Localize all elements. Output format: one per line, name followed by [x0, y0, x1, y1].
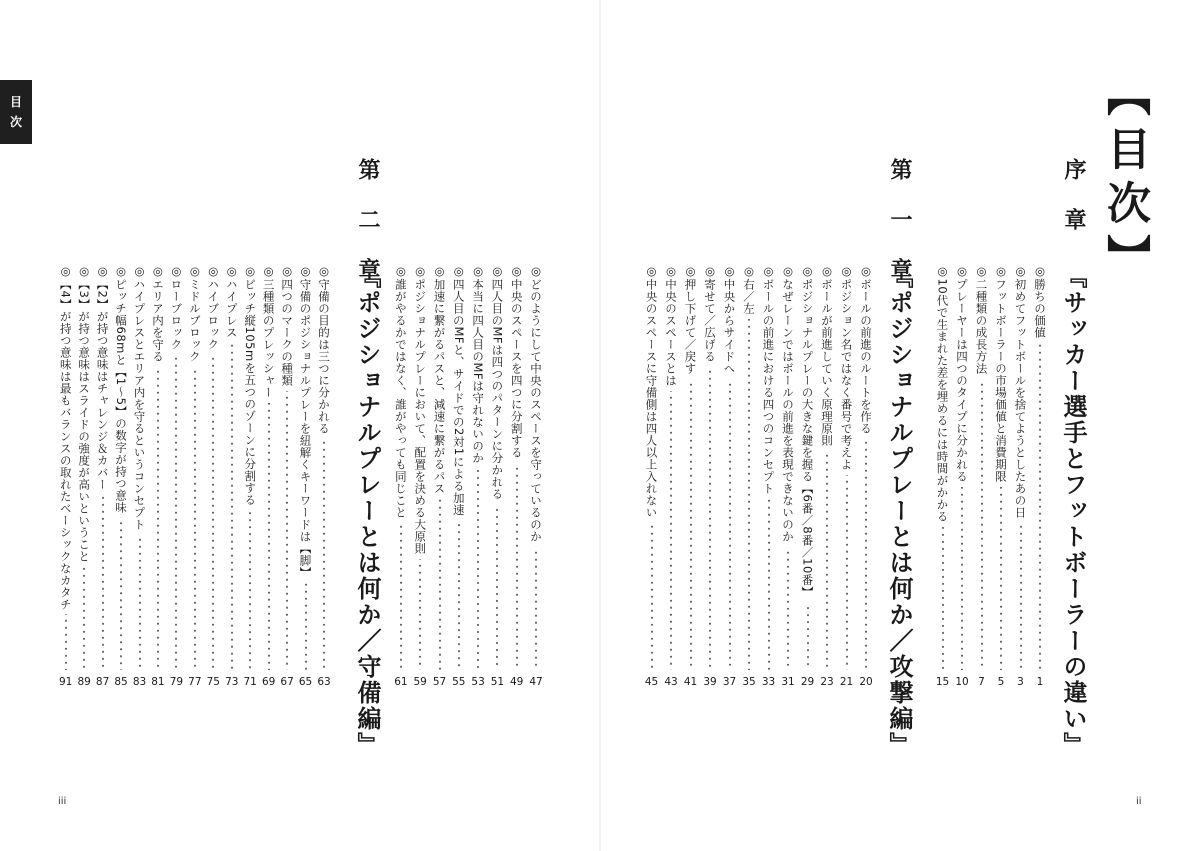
toc-entry-page: 55: [452, 676, 466, 688]
toc-entry-text: ◎守備の目的は三つに分かれる: [317, 264, 331, 435]
toc-entry[interactable]: [132, 264, 148, 688]
toc-entry-text: ◎本当に四人目のMFは守れないのか: [471, 264, 486, 465]
dot-leader: [65, 614, 67, 670]
toc-entry[interactable]: [113, 264, 129, 688]
toc-tab[interactable]: [0, 80, 32, 144]
toc-entry[interactable]: [187, 264, 203, 688]
toc-entry-text: ◎なぜレーンではボールの前進を表現できないのか: [781, 264, 795, 543]
toc-entry[interactable]: [644, 264, 660, 688]
toc-entry-page: 87: [95, 676, 110, 688]
dot-leader: [477, 468, 479, 670]
toc-entry-page: 63: [317, 676, 331, 688]
dot-leader: [286, 391, 288, 671]
dot-leader: [670, 391, 672, 671]
dot-leader: [807, 602, 809, 670]
dot-leader: [175, 355, 177, 671]
toc-entry-text: ◎押し下げて／戻す: [683, 264, 698, 375]
dot-leader: [102, 494, 104, 670]
toc-entry[interactable]: [993, 264, 1009, 688]
toc-entry-text: ◎エリア内を守る: [150, 264, 165, 363]
dot-leader: [690, 379, 692, 671]
toc-entry-text: ◎初めてフットボールを捨てようとしたあの日: [1013, 264, 1028, 519]
toc-entry-text: ◎四人目のMFと、サイドでの2対1による加速: [451, 264, 466, 516]
toc-entry-text: ◎右／左: [742, 264, 756, 315]
dot-leader: [139, 535, 141, 671]
toc-entry-page: 61: [394, 676, 408, 688]
toc-entry-page: 85: [114, 676, 128, 688]
toc-entry[interactable]: [205, 264, 221, 688]
toc-entry-page: 89: [77, 676, 91, 688]
toc-entry-page: 20: [859, 676, 873, 688]
toc-entry-text: ◎加速に繋がるパスと、減速に繋がるパス: [432, 264, 447, 495]
chapter-title: 『ポジショナルプレーとは何か／守備編』: [353, 264, 381, 758]
chapter-label: 第一章: [887, 158, 912, 308]
dot-leader: [268, 403, 270, 671]
dot-leader: [1020, 523, 1022, 671]
toc-entry-text: ◎四つのマークの種類: [280, 264, 295, 387]
dot-leader: [1039, 343, 1041, 671]
toc-entry-page: 53: [471, 676, 485, 688]
dot-leader: [748, 319, 750, 671]
toc-entry[interactable]: [722, 264, 738, 688]
toc-entry-page: 1: [1036, 676, 1044, 688]
page-number-right: ii: [1136, 796, 1142, 807]
toc-entry-page: 83: [132, 676, 147, 688]
toc-entry-page: 29: [800, 676, 815, 688]
toc-entry[interactable]: [261, 264, 277, 688]
toc-entry[interactable]: [242, 264, 258, 688]
dot-leader: [768, 499, 770, 671]
toc-entry[interactable]: [279, 264, 295, 688]
toc-entry-text: ◎ハイプレス: [224, 264, 239, 339]
toc-entry[interactable]: [683, 264, 699, 688]
toc-entry-text: ◎寄せて／広げる: [703, 264, 717, 363]
toc-entry-page: 69: [261, 676, 276, 688]
toc-entry[interactable]: [528, 264, 544, 688]
dot-leader: [865, 439, 867, 671]
toc-entry[interactable]: [470, 264, 486, 688]
dot-leader: [249, 510, 251, 670]
dot-leader: [516, 463, 518, 671]
page-gutter: [599, 0, 601, 851]
toc-entry-page: 65: [298, 676, 313, 688]
toc-entry-text: ◎ボールの前進における四つのコンセプト: [761, 264, 776, 495]
dot-leader: [651, 523, 653, 671]
dot-leader: [400, 523, 402, 671]
dot-leader: [496, 504, 498, 670]
toc-entry-text: ◎中央のスペースを四つに分割する: [509, 264, 524, 459]
toc-entry-text: ◎10代で生まれた差を埋めるには時間がかかる: [935, 264, 950, 523]
toc-entry[interactable]: [509, 264, 525, 688]
dot-leader: [846, 475, 848, 671]
toc-entry-text: ◎プレーヤーは四つのタイプに分かれる: [955, 264, 969, 483]
toc-entry-page: 10: [955, 676, 969, 688]
toc-entry-page: 81: [151, 676, 165, 688]
toc-entry-text: ◎守備のポジショナルプレーを紐解くキーワードは【脚】: [298, 264, 313, 579]
toc-entry-page: 41: [683, 676, 698, 688]
toc-entry[interactable]: [839, 264, 855, 688]
toc-entry-page: 37: [722, 676, 737, 688]
toc-entry-page: 23: [820, 676, 834, 688]
dot-leader: [458, 520, 460, 670]
dot-leader: [231, 343, 233, 671]
toc-entry-page: 67: [280, 676, 294, 688]
toc-entry[interactable]: [663, 264, 679, 688]
toc-entry-page: 47: [529, 676, 543, 688]
toc-entry-page: 75: [206, 676, 220, 688]
dot-leader: [961, 487, 963, 671]
toc-entry[interactable]: [412, 264, 428, 688]
toc-entry-text: ◎ピッチ幅68mと【1〜5】の数字が持つ意味: [114, 264, 129, 514]
toc-entry-text: ◎中央のスペースとは: [664, 264, 678, 387]
toc-entry[interactable]: [298, 264, 314, 688]
toc-entry-text: ◎フットボーラーの市場価値と消費期限: [994, 264, 1008, 483]
toc-entry[interactable]: [451, 264, 467, 688]
toc-entry-page: 3: [1017, 676, 1024, 688]
toc-entry[interactable]: [224, 264, 240, 688]
dot-leader: [729, 379, 731, 671]
toc-entry-page: 73: [225, 676, 239, 688]
toc-entry-page: 91: [59, 676, 73, 688]
toc-entry-text: ◎ポジション名ではなく番号で考えよ: [839, 264, 854, 471]
dot-leader: [942, 526, 944, 670]
page-title: 【目次】: [1099, 72, 1150, 288]
dot-leader: [535, 547, 537, 671]
chapter-title: 『ポジショナルプレーとは何か／攻撃編』: [885, 264, 913, 758]
toc-entry[interactable]: [1013, 264, 1029, 688]
toc-entry-page: 79: [169, 676, 184, 688]
toc-entry-text: ◎ハイプレスとエリア内を守るというコンセプト: [132, 264, 147, 531]
dot-leader: [981, 379, 983, 671]
toc-entry-text: ◎三種類のプレッシャー: [261, 264, 276, 399]
toc-tab-char: 目: [9, 95, 22, 109]
toc-entry-text: ◎誰がやるかではなく、誰がやっても同じこと: [393, 264, 408, 519]
toc-entry[interactable]: [780, 264, 796, 688]
toc-entry-page: 45: [644, 676, 659, 688]
toc-entry-page: 15: [935, 676, 950, 688]
dot-leader: [439, 499, 441, 671]
dot-leader: [709, 367, 711, 671]
toc-entry-text: ◎【2】が持つ意味はチャレンジ＆カバー: [95, 264, 110, 491]
toc-entry[interactable]: [76, 264, 92, 688]
toc-entry-page: 51: [490, 676, 505, 688]
toc-entry[interactable]: [1032, 264, 1048, 688]
toc-entry-page: 31: [781, 676, 795, 688]
toc-entry-page: 71: [243, 676, 257, 688]
toc-entry[interactable]: [741, 264, 757, 688]
toc-entry-text: ◎ボールが前進していく原理原則: [820, 264, 834, 447]
toc-entry-text: ◎ポジショナルプレーにおいて、配置を決める大原則: [413, 264, 428, 555]
toc-entry-text: ◎どのようにして中央のスペースを守っているのか: [529, 264, 543, 543]
dot-leader: [83, 566, 85, 670]
toc-entry-text: ◎ボールの前進のルートを作る: [859, 264, 873, 435]
toc-entry[interactable]: [95, 264, 111, 688]
toc-entry-text: ◎中央のスペースに守備側は四人以上入れない: [644, 264, 659, 519]
toc-entry[interactable]: [954, 264, 970, 688]
dot-leader: [787, 547, 789, 671]
toc-entry-text: ◎中央からサイドへ: [722, 264, 737, 375]
toc-entry-text: ◎ローブロック: [169, 264, 184, 351]
dot-leader: [826, 451, 828, 671]
chapter-label: 第二章: [355, 158, 380, 308]
chapter-title: 『サッカー選手とフットボーラーの違い』: [1059, 264, 1087, 758]
toc-entry[interactable]: [489, 264, 505, 688]
toc-entry-page: 39: [703, 676, 717, 688]
toc-entry-page: 35: [742, 676, 756, 688]
toc-entry[interactable]: [316, 264, 332, 688]
toc-entry-page: 77: [188, 676, 202, 688]
toc-entry-page: 49: [510, 676, 524, 688]
toc-entry-page: 43: [664, 676, 678, 688]
toc-entry-page: 59: [413, 676, 427, 688]
toc-entry[interactable]: [974, 264, 990, 688]
toc-entry-page: 57: [432, 676, 447, 688]
toc-entry-text: ◎ハイブロック: [206, 264, 221, 351]
toc-entry-page: 7: [978, 676, 985, 688]
toc-entry-text: ◎四人目のMFは四つのパターンに分かれる: [490, 264, 505, 501]
toc-entry[interactable]: [150, 264, 166, 688]
dot-leader: [323, 439, 325, 671]
toc-entry-page: 21: [839, 676, 854, 688]
dot-leader: [212, 355, 214, 671]
toc-entry-text: ◎ミドルブロック: [187, 264, 202, 363]
toc-entry-page: 5: [997, 676, 1005, 688]
toc-entry[interactable]: [800, 264, 816, 688]
toc-entry[interactable]: [761, 264, 777, 688]
toc-entry-text: ◎【3】が持つ意味はスライドの強度が高いということ: [77, 264, 92, 563]
dot-leader: [1000, 487, 1002, 671]
toc-entry[interactable]: [58, 264, 74, 688]
toc-entry-text: ◎二種類の成長方法: [974, 264, 989, 375]
dot-leader: [194, 367, 196, 671]
page-number-left: iii: [58, 796, 67, 807]
toc-entry[interactable]: [432, 264, 448, 688]
toc-entry-text: ◎【4】が持つ意味は最もバランスの取れたベーシックなカタチ: [58, 264, 73, 611]
toc-entry[interactable]: [393, 264, 409, 688]
toc-entry[interactable]: [858, 264, 874, 688]
toc-entry-page: 33: [761, 676, 776, 688]
toc-entry[interactable]: [935, 264, 951, 688]
toc-tab-char: 次: [9, 115, 22, 129]
dot-leader: [305, 583, 307, 671]
chapter-label: 序章: [1061, 158, 1086, 258]
toc-entry[interactable]: [819, 264, 835, 688]
dot-leader: [120, 517, 122, 670]
dot-leader: [157, 367, 159, 671]
toc-entry[interactable]: [702, 264, 718, 688]
toc-entry[interactable]: [168, 264, 184, 688]
toc-entry-text: ◎ポジショナルプレーの大きな鍵を握る【6番／8番／10番】: [800, 264, 815, 598]
dot-leader: [419, 559, 421, 671]
toc-entry-text: ◎ピッチ縦105mを五つのゾーンに分割する: [243, 264, 258, 506]
toc-entry-text: ◎勝ちの価値: [1033, 264, 1047, 339]
